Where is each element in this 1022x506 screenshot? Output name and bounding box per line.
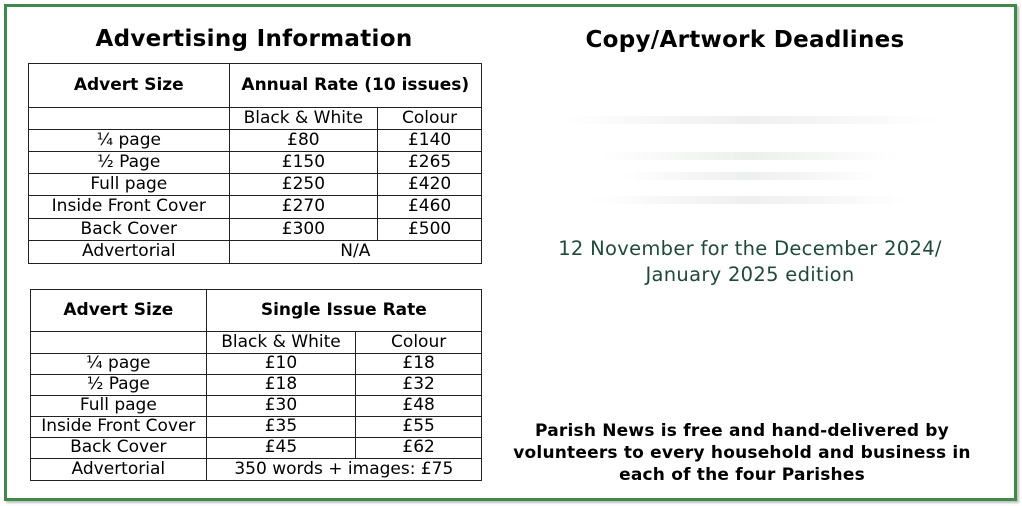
bw-header: Black & White xyxy=(206,332,356,354)
table-row xyxy=(31,396,482,417)
bw-header: Black & White xyxy=(229,108,378,130)
colour-cell: £48 xyxy=(356,396,482,417)
deadlines-title: Copy/Artwork Deadlines xyxy=(585,27,905,53)
table-subheader-row xyxy=(31,332,482,354)
table-header-row xyxy=(31,290,482,332)
bw-cell: £45 xyxy=(206,438,356,459)
table-row xyxy=(31,354,482,375)
colour-header: Colour xyxy=(356,332,482,354)
colour-cell: £18 xyxy=(356,354,482,375)
faded-text-line xyxy=(560,116,940,124)
table-row xyxy=(29,241,482,264)
faded-text-line xyxy=(600,152,900,160)
advertorial-label: Advertorial xyxy=(31,459,207,481)
colour-cell: £55 xyxy=(356,417,482,438)
colour-header: Colour xyxy=(378,108,482,130)
single-rate-header: Single Issue Rate xyxy=(206,290,481,332)
size-cell: ½ Page xyxy=(31,375,207,396)
table-row xyxy=(29,174,482,196)
colour-cell: £500 xyxy=(378,219,482,241)
size-cell: ¼ page xyxy=(29,130,230,152)
table-row xyxy=(31,417,482,438)
size-cell: Back Cover xyxy=(29,219,230,241)
advertorial-value: N/A xyxy=(229,241,481,264)
bw-cell: £35 xyxy=(206,417,356,438)
size-cell: Inside Front Cover xyxy=(29,196,230,219)
advertorial-value: 350 words + images: £75 xyxy=(206,459,481,481)
advertising-title: Advertising Information xyxy=(95,26,413,52)
faded-text-line xyxy=(620,172,880,180)
bw-cell: £250 xyxy=(229,174,378,196)
size-cell: ¼ page xyxy=(31,354,207,375)
size-cell: Inside Front Cover xyxy=(31,417,207,438)
colour-cell: £140 xyxy=(378,130,482,152)
bw-cell: £10 xyxy=(206,354,356,375)
empty-cell xyxy=(31,332,207,354)
bw-cell: £300 xyxy=(229,219,378,241)
colour-cell: £62 xyxy=(356,438,482,459)
bw-cell: £18 xyxy=(206,375,356,396)
single-issue-rate-table xyxy=(30,289,482,481)
size-cell: Full page xyxy=(31,396,207,417)
note-line-2: volunteers to every household and business in xyxy=(513,443,971,463)
table-row xyxy=(31,438,482,459)
bw-cell: £270 xyxy=(229,196,378,219)
deadline-line-2: January 2025 edition xyxy=(645,263,855,286)
size-cell: ½ Page xyxy=(29,152,230,174)
empty-cell xyxy=(29,108,230,130)
annual-rate-table xyxy=(28,63,482,264)
table-row xyxy=(31,375,482,396)
annual-rate-header: Annual Rate (10 issues) xyxy=(229,64,481,108)
note-line-1: Parish News is free and hand-delivered by xyxy=(535,421,949,441)
table-row xyxy=(31,459,482,481)
deadline-text xyxy=(520,236,980,288)
colour-cell: £32 xyxy=(356,375,482,396)
table-subheader-row xyxy=(29,108,482,130)
size-cell: Back Cover xyxy=(31,438,207,459)
parish-news-note xyxy=(497,420,987,486)
advert-size-header: Advert Size xyxy=(29,64,230,108)
size-cell: Full page xyxy=(29,174,230,196)
table-row xyxy=(29,130,482,152)
advert-size-header: Advert Size xyxy=(31,290,207,332)
table-header-row xyxy=(29,64,482,108)
advertorial-label: Advertorial xyxy=(29,241,230,264)
note-line-3: each of the four Parishes xyxy=(619,465,865,485)
table-row xyxy=(29,219,482,241)
faded-text-line xyxy=(590,196,910,204)
bw-cell: £30 xyxy=(206,396,356,417)
bw-cell: £150 xyxy=(229,152,378,174)
colour-cell: £460 xyxy=(378,196,482,219)
deadline-line-1: 12 November for the December 2024/ xyxy=(558,237,942,260)
colour-cell: £420 xyxy=(378,174,482,196)
table-row xyxy=(29,196,482,219)
colour-cell: £265 xyxy=(378,152,482,174)
table-row xyxy=(29,152,482,174)
bw-cell: £80 xyxy=(229,130,378,152)
